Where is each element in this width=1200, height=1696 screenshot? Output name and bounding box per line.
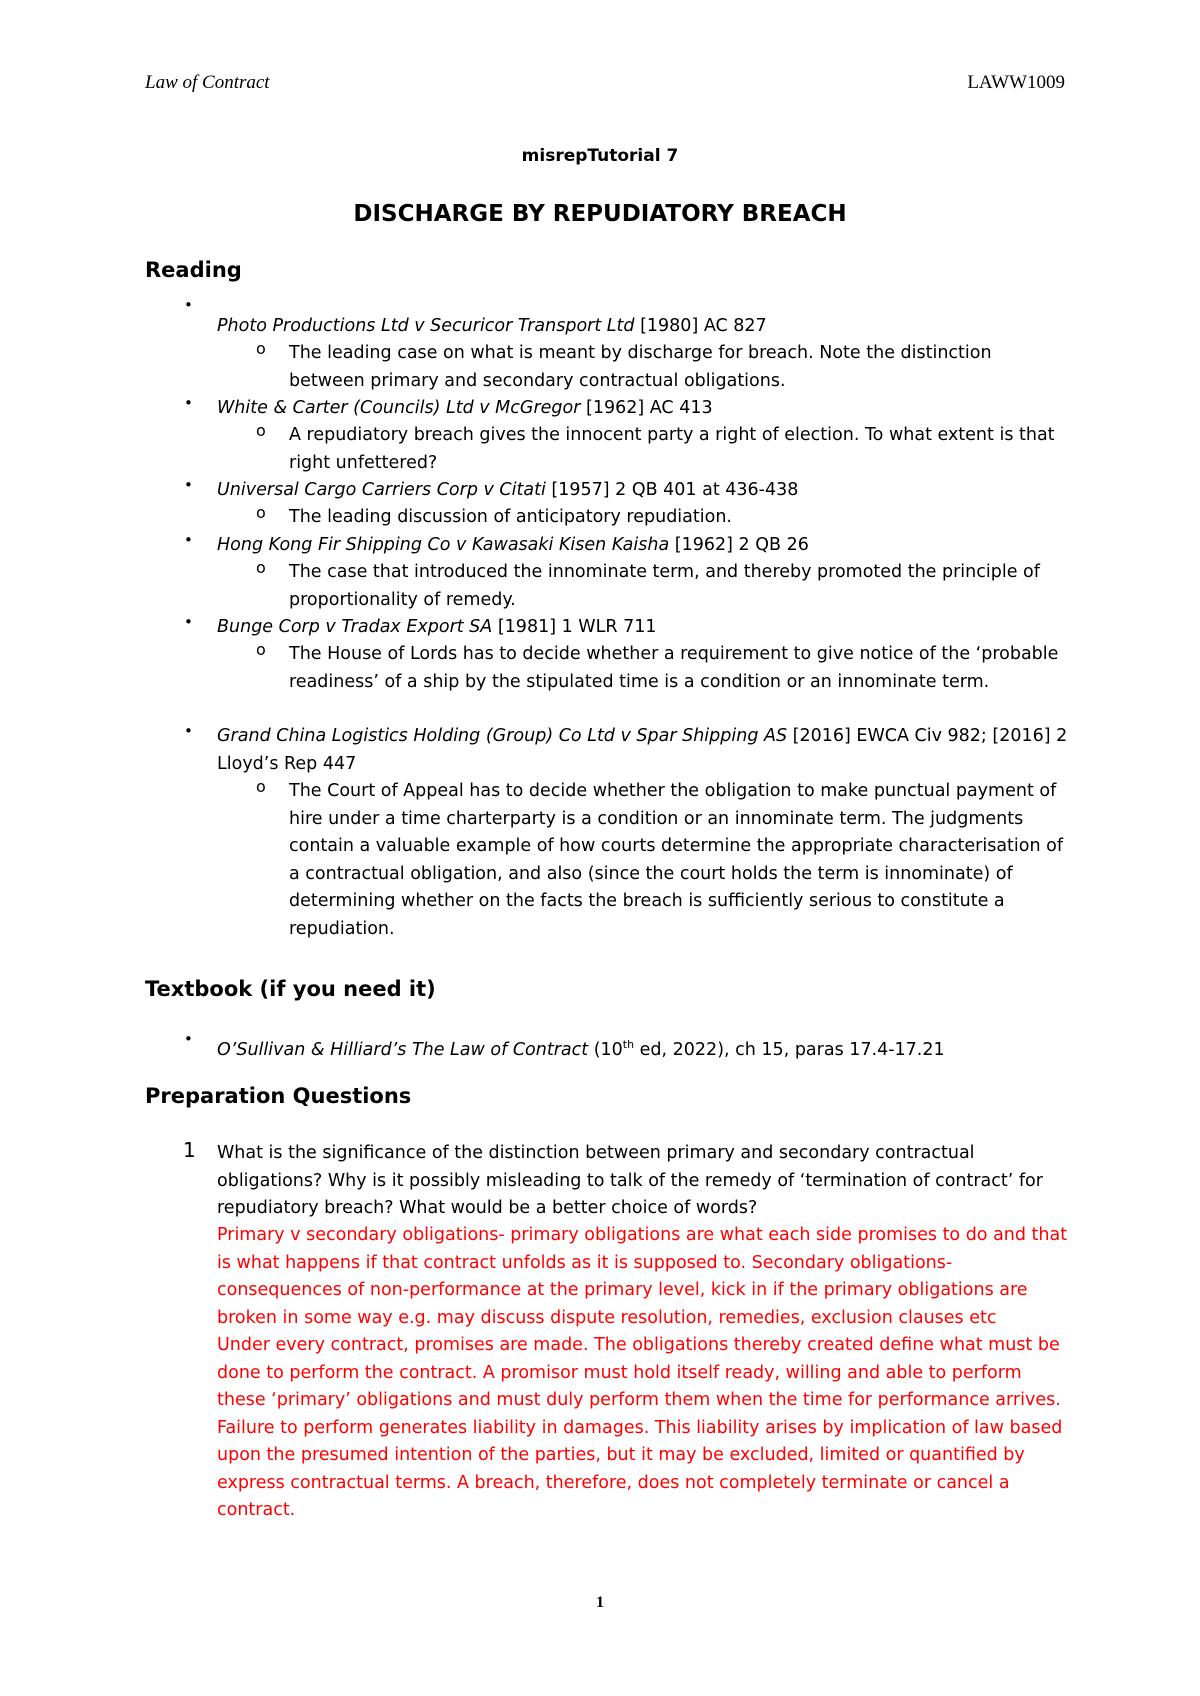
reading-item-5-note: The House of Lords has to decide whether a requirement to give notice of the ‘probable readiness’ of a ship by the stipulated time is a condition or an innominate term. <box>289 644 1059 692</box>
case-citation: [1981] 1 WLR 711 <box>492 617 657 637</box>
sub-bullet-marker: o <box>256 339 266 358</box>
question-text: What is the significance of the distinction between primary and secondary contractual obligations? Why is it possibly misleading to talk of the remedy of ‘termination of contract’ for repudiatory breach? What would be a better choice of words? <box>217 1143 1043 1218</box>
reading-item-2 <box>217 395 1069 423</box>
reading-item-3 <box>217 477 1069 505</box>
case-name: Hong Kong Fir Shipping Co v Kawasaki Kisen Kaisha <box>217 535 670 555</box>
sub-bullet-marker: o <box>256 503 266 522</box>
case-citation: [1980] AC 827 <box>634 316 767 336</box>
reading-item-2-note: A repudiatory breach gives the innocent party a right of election. To what extent is that right unfettered? <box>289 425 1055 473</box>
bullet-marker: • <box>184 296 193 314</box>
page-title: DISCHARGE BY REPUDIATORY BREACH <box>353 201 847 227</box>
bullet-marker: • <box>184 1030 193 1048</box>
sub-bullet-marker: o <box>256 640 266 659</box>
bullet-marker: • <box>184 394 193 412</box>
tutorial-label: misrepTutorial 7 <box>521 146 679 166</box>
bullet-marker: • <box>184 531 193 549</box>
case-citation: [2016] EWCA Civ 982; [2016] 2 Lloyd’s Rep 447 <box>217 726 1068 774</box>
reading-item-3-note: The leading discussion of anticipatory repudiation. <box>289 507 732 527</box>
case-citation: [1957] 2 QB 401 at 436-438 <box>545 480 799 500</box>
reading-heading: Reading <box>145 258 242 282</box>
textbook-details-rest: ed, 2022), ch 15, paras 17.4-17.21 <box>634 1039 945 1060</box>
textbook-title: O’Sullivan & Hilliard’s The Law of Contract <box>217 1039 589 1060</box>
textbook-details: (10 <box>588 1039 623 1060</box>
sub-bullet-marker: o <box>256 421 266 440</box>
textbook-item <box>217 1031 1069 1064</box>
case-citation: [1962] AC 413 <box>580 398 713 418</box>
sub-bullet-marker: o <box>256 558 266 577</box>
header-course-code: LAWW1009 <box>967 72 1065 93</box>
case-name: White & Carter (Councils) Ltd v McGregor <box>217 398 581 418</box>
header-course-title: Law of Contract <box>145 72 270 93</box>
question-number: 1 <box>183 1138 196 1162</box>
reading-item-6 <box>217 723 1069 778</box>
answer-paragraph-2: Under every contract, promises are made. The obligations thereby created define what must be done to perform the contract. A promisor must hold itself ready, willing and able to perform these ‘primary’ obligations and must duly perform them when the time for performance arrives. Failure to perform generates liability in damages. This liability arises by implication of law based upon the presumed intention of the parties, but it may be excluded, limited or quantified by express contractual terms. A breach, therefore, does not completely terminate or cancel a contract. <box>217 1335 1063 1520</box>
bullet-marker: • <box>184 722 193 740</box>
bullet-marker: • <box>184 613 193 631</box>
reading-item-5 <box>217 614 1069 642</box>
reading-item-1-note: The leading case on what is meant by discharge for breach. Note the distinction between primary and secondary contractual obligations. <box>289 343 992 391</box>
sub-bullet-marker: o <box>256 777 266 796</box>
case-name: Bunge Corp v Tradax Export SA <box>217 617 493 637</box>
textbook-heading: Textbook (if you need it) <box>145 977 436 1001</box>
case-name: Universal Cargo Carriers Corp v Citati <box>217 480 546 500</box>
reading-item-1 <box>217 313 1069 341</box>
page-number: 1 <box>596 1594 604 1611</box>
answer-paragraph-1: Primary v secondary obligations- primary obligations are what each side promises to do and that is what happens if that contract unfolds as it is supposed to. Secondary obligations- consequences of non-performance at the primary level, kick in if the primary obligations are broken in some way e.g. may discuss dispute resolution, remedies, exclusion clauses etc <box>217 1225 1068 1328</box>
case-name: Grand China Logistics Holding (Group) Co Ltd v Spar Shipping AS <box>217 726 788 746</box>
bullet-marker: • <box>184 476 193 494</box>
case-citation: [1962] 2 QB 26 <box>669 535 809 555</box>
textbook-edition-suffix: th <box>622 1038 635 1051</box>
preparation-heading: Preparation Questions <box>145 1084 412 1108</box>
case-name: Photo Productions Ltd v Securicor Transport Ltd <box>217 316 635 336</box>
reading-item-4-note: The case that introduced the innominate term, and thereby promoted the principle of proportionality of remedy. <box>289 562 1040 610</box>
reading-item-6-note: The Court of Appeal has to decide whether the obligation to make punctual payment of hire under a time charterparty is a condition or an innominate term. The judgments contain a valuable example of how courts determine the appropriate characterisation of a contractual obligation, and also (since the court holds the term is innominate) of determining whether on the facts the breach is sufficiently serious to constitute a repudiation. <box>289 781 1064 939</box>
reading-item-4 <box>217 532 1069 560</box>
